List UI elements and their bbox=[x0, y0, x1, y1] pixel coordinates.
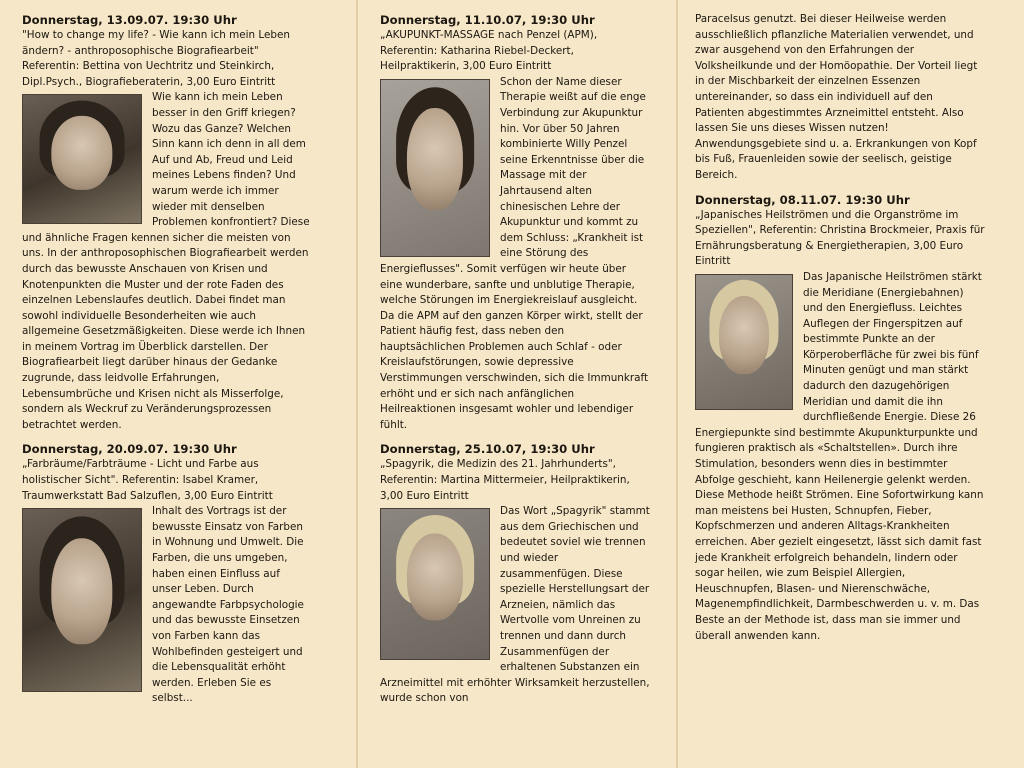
fold-line-right bbox=[676, 0, 678, 768]
fold-line-left bbox=[356, 0, 358, 768]
column-right bbox=[695, 12, 985, 652]
speaker-photo-mittermeier bbox=[380, 508, 490, 660]
event-intro: „Japanisches Heilströmen und die Organströme im Speziellen", Referentin: Christina Brockmeier, Praxis für Ernährungsberatung & Energietherapien, 3,00 Euro Eintritt bbox=[695, 208, 985, 268]
event-body: Das Japanische Heilströmen stärkt die Meridiane (Energiebahnen) und den Energiefluss. Leichtes Auflegen der Fingerspitzen auf bestimmte Punkte an der Körperoberfläche für zwei bis fünf Minuten genügt und man stärkt dadurch den dazugehörigen Meridian und damit die ihn durchfließende Energie. Diese 26 Energiepunkte sind bestimmte Akupunkturpunkte und fungieren praktisch als «Schaltstellen». Durch ihre Stimulation, besonders wenn dies in bestimmter Abfolge geschieht, kann Heilenergie gelenkt werden. Diese Methode heißt Strömen. Eine Sofortwirkung kann man meistens bei Husten, Schnupfen, Fieber, Kopfschmerzen und anderen Alltags-Krankheiten erreichen. Aber gezielt eingesetzt, lässt sich damit fast jede Krankheit erfolgreich behandeln, lindern oder sogar heilen, wie zum Beispiel Allergien, Heuschnupfen, Blasen- und Nierenschwäche, Magenempfindlichkeit, Darmbeschwerden u. v. m. Das Beste an der Methode ist, dass man sie immer und überall anwenden kann. bbox=[695, 270, 984, 642]
event-intro: „Farbräume/Farbträume - Licht und Farbe aus holistischer Sicht". Referentin: Isabel Kramer, Traumwerkstatt Bad Salzuflen, 3,00 Euro Eintritt bbox=[22, 458, 273, 502]
event-body: Wie kann ich mein Leben besser in den Griff kriegen? Wozu das Ganze? Welchen Sinn kann ich denn in all dem Auf und Ab, Freud und Leid meines Lebens finden? Und warum werde ich immer wieder mit denselben Problemen konfrontiert? Diese und ähnliche Fragen kennen sicher die meisten von uns. In der anthroposophischen Biografiearbeit werden durch das bewusste Anschauen von Krisen und Knotenpunkten die Muster und der rote Faden des einzelnen Lebenslaufes deutlich. Dabei findet man sowohl individuelle Besonderheiten wie auch allgemeine Gesetzmäßigkeiten. Diese werde ich Ihnen in meinem Vortrag im Überblick darstellen. Der Biografiearbeit liegt darüber hinaus der Gedanke zugrunde, dass leidvolle Erfahrungen, Lebensumbrüche und Krisen nicht als Misserfolge, sondern als Weckruf zu Veränderungsprozessen betrachtet werden. bbox=[22, 91, 310, 431]
event-heading: Donnerstag, 08.11.07. 19:30 Uhr bbox=[695, 192, 910, 207]
event-heading: Donnerstag, 25.10.07, 19:30 Uhr bbox=[380, 442, 595, 457]
event-heading: Donnerstag, 13.09.07. 19:30 Uhr bbox=[22, 13, 237, 27]
event-20-09 bbox=[22, 441, 312, 707]
event-heading: Donnerstag, 11.10.07, 19:30 Uhr bbox=[380, 13, 595, 27]
event-heading: Donnerstag, 20.09.07. 19:30 Uhr bbox=[22, 442, 237, 457]
event-body: Inhalt des Vortrags ist der bewusste Einsatz von Farben in Wohnung und Umwelt. Die Farben, die uns umgeben, haben einen Einfluss auf unser Leben. Durch angewandte Farbpsychologie und das bewusste Einsetzen von Farben kann das Wohlbefinden gesteigert und die Lebensqualität erhöht werden. Erleben Sie es selbst... bbox=[152, 505, 304, 705]
column-middle bbox=[380, 12, 650, 715]
event-08-11 bbox=[695, 192, 985, 645]
event-intro: „Spagyrik, die Medizin des 21. Jahrhunderts", Referentin: Martina Mittermeier, Heilpraktikerin, 3,00 Euro Eintritt bbox=[380, 458, 630, 502]
speaker-photo-uechtritz bbox=[22, 94, 142, 224]
event-body: Das Wort „Spagyrik" stammt aus dem Griechischen und bedeutet soviel wie trennen und wieder zusammenfügen. Diese spezielle Herstellungsart der Arzneien, nämlich das Wertvolle vom Unreinen zu trennen und dann durch Zusammenfügen der erhaltenen Substanzen ein Arzneimittel mit erhöhter Wirksamkeit herzustellen, wurde schon von bbox=[380, 505, 650, 705]
event-body: Schon der Name dieser Therapie weißt auf die enge Verbindung zur Akupunktur hin. Vor über 50 Jahren kombinierte Willy Penzel seine Erkenntnisse über die Massage mit der Jahrtausend alten chinesischen Lehre der Akupunktur und kommt zu dem Schluss: „Krankheit ist eine Störung des Energieflusses". Somit verfügen wir heute über eine wunderbare, sanfte und unblutige Therapie, welche Störungen im Energiekreislauf ausgleicht. Da die APM auf den ganzen Körper wirkt, stellt der Patient häufig fest, dass neben den hauptsächlichen Problemen auch Schlaf - oder Kreislaufstörungen, sowie depressive Verstimmungen verschwinden, sich die Immunkraft erhöht und er sich nach anfänglichen Heilreaktionen insgesamt wohler und lebendiger fühlt. bbox=[380, 75, 649, 431]
speaker-photo-kramer bbox=[22, 508, 142, 692]
event-intro: „AKUPUNKT-MASSAGE nach Penzel (APM), Referentin: Katharina Riebel-Deckert, Heilpraktikerin, 3,00 Euro Eintritt bbox=[380, 29, 598, 73]
speaker-photo-riebel-deckert bbox=[380, 79, 490, 257]
spagyrik-continuation bbox=[695, 12, 985, 184]
speaker-photo-brockmeier bbox=[695, 274, 793, 410]
column-left bbox=[22, 12, 312, 715]
continuation-text: Paracelsus genutzt. Bei dieser Heilweise werden ausschließlich pflanzliche Materialien verwendet, und zwar ausgehend von den Erfahrungen der Volksheilkunde und der Homöopathie. Der Vorteil liegt in der Mischbarkeit der einzelnen Essenzen untereinander, so dass ein individuell auf den Patienten abgestimmtes Arzneimittel entsteht. Also lassen Sie uns dieses Wissen nutzen! Anwendungsgebiete sind u. a. Erkrankungen von Kopf bis Fuß, Frauenleiden sowie der seelisch, geistige Bereich. bbox=[695, 13, 978, 181]
event-25-10 bbox=[380, 441, 650, 707]
event-13-09 bbox=[22, 12, 312, 433]
event-11-10 bbox=[380, 12, 650, 433]
event-intro: "How to change my life? - Wie kann ich mein Leben ändern? - anthroposophische Biografiearbeit" Referentin: Bettina von Uechtritz und Steinkirch, Dipl.Psych., Biografieberaterin, 3,00 Euro Eintritt bbox=[22, 29, 290, 88]
